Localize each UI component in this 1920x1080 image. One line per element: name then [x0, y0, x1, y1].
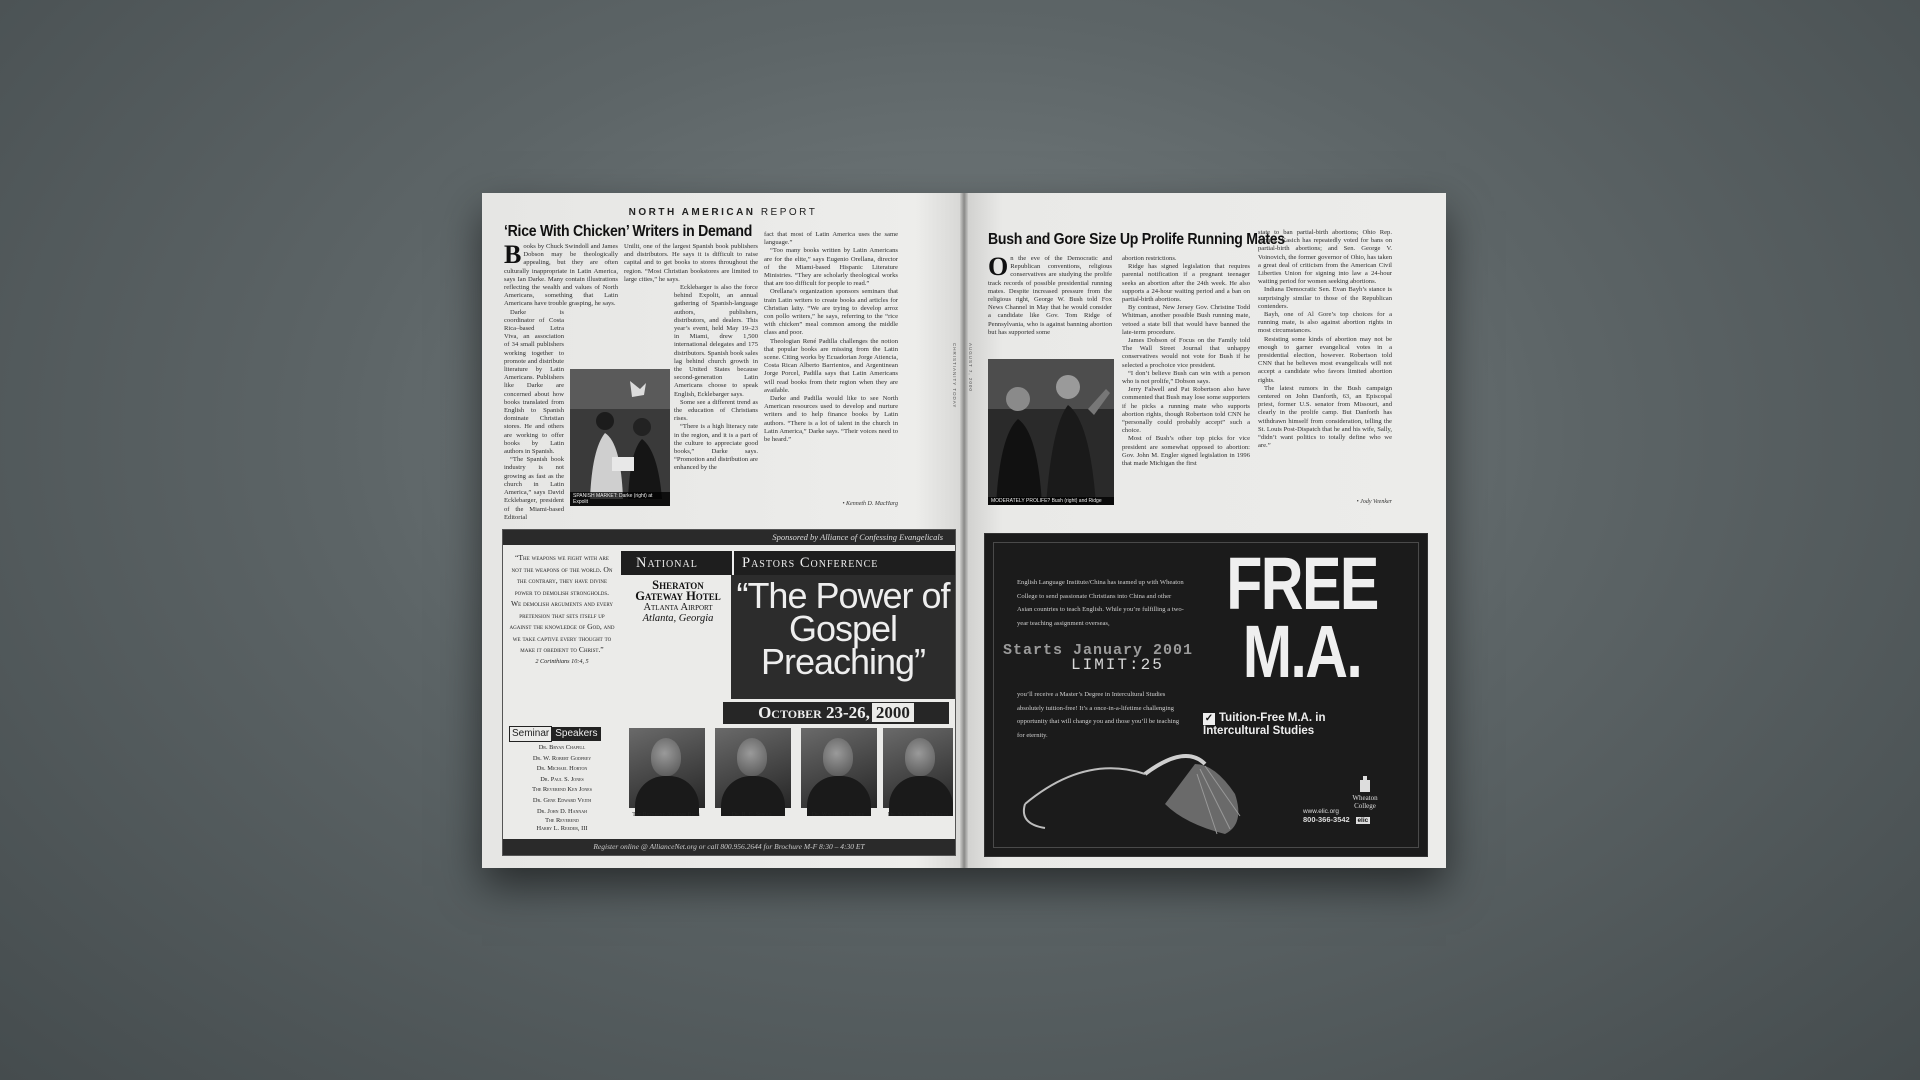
portrait-name: Dr. Walter C. Kaiser	[811, 812, 865, 818]
speaker-item: The Reverend Ken Jones	[532, 786, 592, 794]
left-page	[482, 193, 964, 868]
conference-name: National Pastors Conference	[621, 551, 955, 575]
photo-caption: MODERATELY PROLIFE? Bush (right) and Ridge	[988, 497, 1114, 505]
ad-intro: English Language Institute/China has teamed up with Wheaton College to send passionate Christians into China and other Asian countries to teach English. While you’re fulfilling a two-year teaching assignment overseas,	[1017, 579, 1184, 627]
article-headline: ‘Rice With Chicken’ Writers in Demand	[504, 223, 753, 240]
article-column-3: state to ban partial-birth abortions; Ohio Rep. John R. Kasich has repeatedly voted for bans on partial-birth abortions; and Sen. George V. Voinovich, the former governor of Ohio, has taken a great deal of criticism from the American Civil Liberties Union for signing into law a 24-hour waiting period for women seeking abortions. Indiana Democratic Sen. Evan Bayh’s stance is surprisingly similar to those of the Republican contenders. Bayh, one of Al Gore’s top choices for a running mate, is also against abortion rights in most circumstances. Resisting some kinds of abortion may not be enough to garner evangelical votes in a presidential election, however. Robertson told CNN that he believes most evangelicals will not accept a candidate who favors limited abortion rights. The latest rumors in the Bush campaign centered on John Danforth, 63, an Episcopal priest, former U.S. senator from Missouri, and clearly in the prolife camp. But Danforth has withdrawn himself from consideration, telling the St. Louis Post-Dispatch that he and his wife, Sally, “didn’t want politics to totally define who we are.”	[1258, 229, 1392, 450]
article-column-2: Unilit, one of the largest Spanish book publishers and distributors. He says it is difficult to raise capital and to get books to stores throughout the region. “Most Christian bookstores are limited to large cities,” he says. Ecklebarger is also the force behind Expolit, an annual gathering of Spanish-language authors, publishers, distributors, and dealers. This year’s event, held May 19–23 in Miami, drew 1,500 international delegates and 175 distributors. Spanish book sales lag behind church growth in the United States because second-generation Latin Americans choose to speak English, Ecklebarger says. Some see a different trend as the education of Christians rises. “There is a high literacy rate in the region, and it is a part of the culture to appreciate good books,” Darke says. “Promotion and distribution are enhanced by the	[624, 243, 758, 472]
drop-cap: B	[504, 240, 522, 269]
portrait-name: Dr. Sinclair B. Ferguson	[887, 812, 949, 818]
spine-gutter	[960, 193, 968, 868]
free-ma-headline: FREE M.A.	[1226, 542, 1378, 693]
photo-caption: SPANISH MARKET: Darke (right) at Expolit	[570, 492, 670, 506]
register-bar[interactable]: Register online @ AllianceNet.org or call 800.956.2644 for Brochure M-F 8:30 – 4:30 ET	[503, 839, 955, 855]
article-byline: • Kenneth D. MacHarg	[842, 501, 898, 507]
conference-ad[interactable]	[502, 529, 956, 856]
article-byline: • Jody Veenker	[1356, 499, 1392, 505]
speaker-item: Dr. Michael Horton	[536, 765, 588, 773]
speaker-item: Dr. Bryan Chapell	[538, 744, 586, 751]
portrait-name: Dr. R. C. Sproul	[731, 812, 773, 818]
limit-label: LIMIT:25	[1071, 656, 1164, 674]
page-sidefolio: AUGUST 7, 2000	[968, 343, 973, 392]
article-column-3: fact that most of Latin America uses the same language.” “Too many books written by Latin Americans are for the elite,” says Eugenio Orellana, director of the Miami-based Hispanic Literature Ministries. “They are scholarly theological works that are too difficult for people to read.” Orellana’s organization sponsors seminars that train Latin writers to create books and articles for Christian laity. “We are trying to develop arroz con pollo writers,” he says, referring to the “rice with chicken” meal common among the middle class and poor. Theologian René Padilla challenges the notion that popular books are missing from the Latin scene. Citing works by Ecuadorian Jorge Atiencia, Costa Rican Alberto Barrientos, and Argentinean Jorge Porcel, Padilla says that Latin Americans will read books from their region when they are available. Darke and Padilla would like to see North American resources used to develop and nurture writers and to help finance books by Latin authors. “There is a lot of talent in the church in Latin America,” Darke says. “Their voices need to be heard.”	[764, 231, 898, 444]
speaker-portrait	[801, 728, 877, 808]
tuition-free-label: ✓ Tuition-Free M.A. in Intercultural Studies	[1203, 712, 1326, 737]
magazine-spread	[482, 193, 1446, 868]
speaker-item: Dr. W. Robert Godfrey	[532, 754, 592, 762]
venue: Sheraton Gateway Hotel Atlanta Airport Atlanta, Georgia	[635, 578, 721, 624]
college-tower-icon	[1355, 776, 1375, 792]
speaker-portrait	[629, 728, 705, 808]
bush-ridge-photo	[988, 359, 1114, 505]
tassel-icon	[1015, 734, 1255, 844]
article-column-1: Books by Chuck Swindoll and James Dobson may be theologically appealing, but they are often culturally inappropriate in Latin America, says Ian Darke. Many contain illustrations reflecting the wealth and values of North Americans, something that Latin Americans have trouble grasping, he says. Darke is coordinator of Costa Rica–based Letra Viva, an association of 34 small publishers working together to promote and distribute literature by Latin Americans. Publishers like Darke are concerned about how books translated from English to Spanish dominate Christian stores. He and others are working to offer books by Latin authors in Spanish. “The Spanish book industry is not growing as fast as the church in Latin America,” says David Ecklebarger, president of the Miami-based Editorial	[504, 240, 618, 521]
ad-body: you’ll receive a Master’s Degree in Intercultural Studies absolutely tuition-free! It’s a once-in-a-lifetime challenging opportunity that will change you and those you’ll be teaching for eternity.	[1017, 691, 1180, 739]
speaker-portrait	[715, 728, 791, 808]
article-column-2: abortion restrictions. Ridge has signed legislation that requires parental notification if a pregnant teenager seeks an abortion after the 24th week. He also supports a 24-hour waiting period and a ban on partial-birth abortions. By contrast, New Jersey Gov. Christine Todd Whitman, another possible Bush running mate, vetoed a state bill that would have banned the late-term procedure. James Dobson of Focus on the Family told The Wall Street Journal that unhappy conservatives would not vote for Bush if he selected a prochoice vice president. “I don’t believe Bush can win with a person who is not prolife,” Dobson says. Jerry Falwell and Pat Robertson also have commented that Bush may lose some supporters if he picks a running mate who supports abortion rights, though Robertson told CNN he “personally could probably accept” such a choice. Most of Bush’s other top picks for vice president are somewhat opposed to abortion: Gov. John M. Engler signed legislation in 1996 that made Michigan the first	[1122, 255, 1250, 468]
speaker-item: Dr. John D. Hannah	[536, 807, 588, 815]
speaker-item: Harry L. Reeder, III	[536, 825, 588, 833]
portrait-name: The Reverend Alistair Begg	[632, 812, 700, 818]
speaker-item: The Reverend	[545, 817, 579, 825]
seminar-speakers-title: Seminar Speakers	[509, 726, 615, 740]
article-headline: Bush and Gore Size Up Prolife Running Mates	[988, 231, 1285, 248]
wheaton-ma-ad[interactable]	[984, 533, 1428, 857]
conference-title: “The Power of Gospel Preaching”	[731, 575, 955, 699]
page-sidefolio: CHRISTIANITY TODAY	[952, 343, 957, 409]
article-column-1: On the eve of the Democratic and Republican conventions, religious conservatives are studying the prolife track records of possible presidential running mates. Despite increased pressure from the religious right, George W. Bush told Fox News Channel in May that he would consider a candidate like Gov. Tom Ridge of Pennsylvania, who is against banning abortion but has supported some	[988, 252, 1112, 336]
speaker-item: Dr. Paul S. Jones	[540, 775, 584, 783]
scripture-quote: “The weapons we fight with are not the weapons of the world. On the contrary, they have divine power to demolish strongholds. We demolish arguments and every pretension that sets itself up against the knowledge of God, and we take captive every thought to make it obedient to Christ.” 2 Corinthians 10:4, 5	[509, 553, 615, 665]
speaker-portrait	[883, 728, 953, 808]
sponsor-bar: Sponsored by Alliance of Confessing Evangelicals	[503, 530, 955, 545]
checkmark-icon: ✓	[1204, 713, 1214, 724]
ad-contact[interactable]: www.elic.org 800-366-3542 elic	[1303, 808, 1369, 824]
photo-image	[988, 359, 1114, 505]
speaker-item: Dr. Gene Edward Veith	[532, 796, 592, 804]
wheaton-logo: Wheaton College	[1335, 776, 1395, 810]
section-header: NORTH AMERICAN REPORT	[628, 207, 818, 218]
start-date: Starts January 2001	[1003, 642, 1194, 659]
elic-logo: elic	[1357, 817, 1369, 824]
right-page	[964, 193, 1446, 868]
speaker-list	[509, 743, 615, 833]
conference-date: October 23-26, 2000	[723, 702, 949, 724]
drop-cap: O	[988, 252, 1009, 281]
